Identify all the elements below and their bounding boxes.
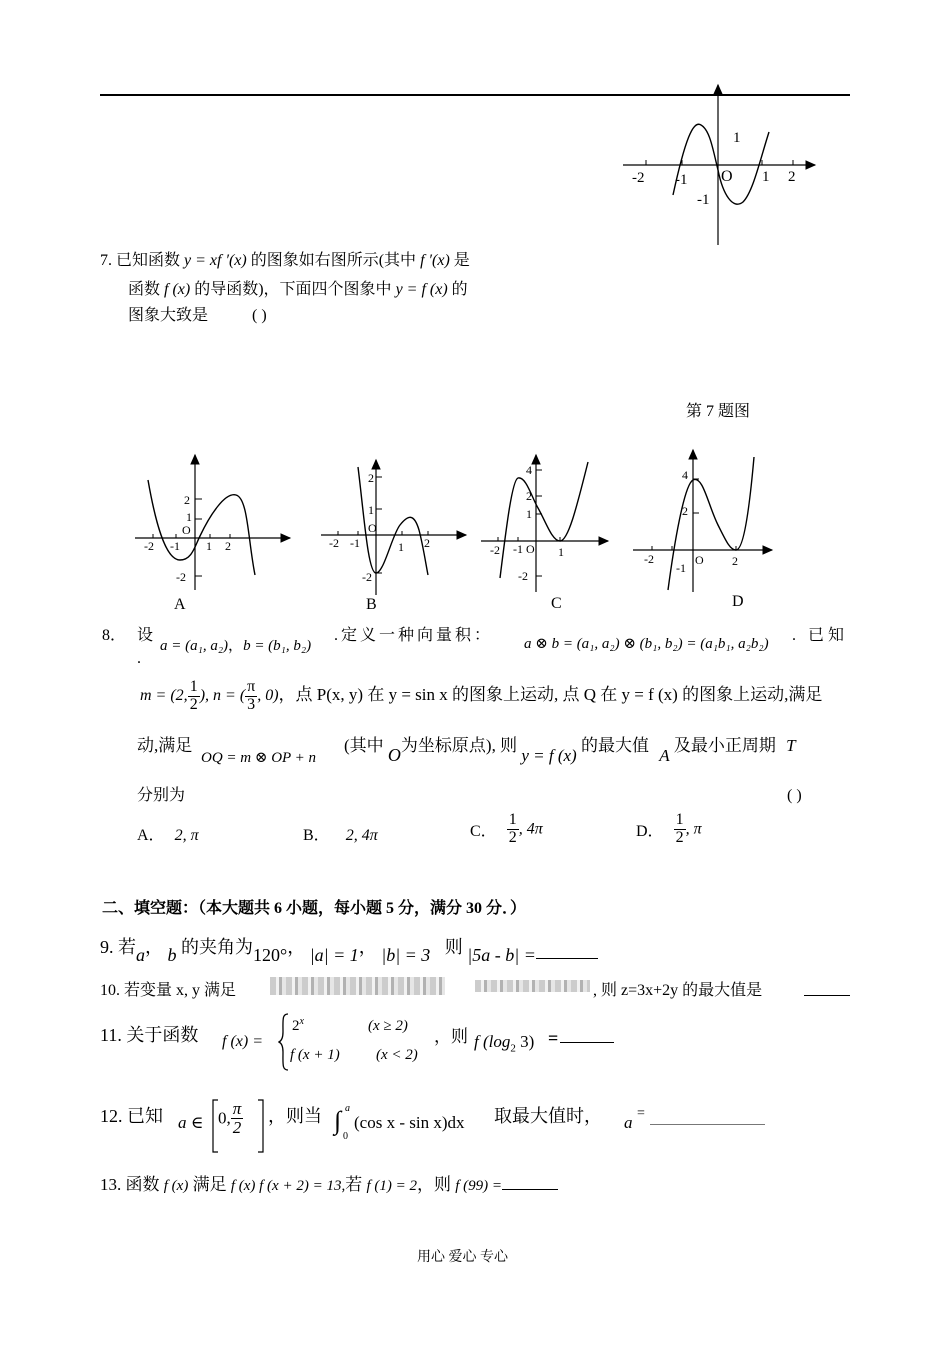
q9	[100, 932, 598, 965]
option-graph-a	[130, 450, 300, 600]
answer-blank[interactable]	[650, 1124, 765, 1125]
m-def: m = (2,	[140, 686, 188, 704]
q7-text: 的图象如右图所示(其中	[250, 252, 417, 269]
brace-icon	[278, 1012, 290, 1072]
answer-paren: ( )	[787, 787, 802, 804]
q7-line3	[128, 302, 267, 330]
section-title: 二、填空题：（本大题共 6 小题，每小题 5 分，满分 30 分．）	[102, 900, 527, 917]
q7-formula: y = xf ′(x)	[184, 252, 247, 269]
q8-line4: 分别为	[137, 787, 186, 804]
q13-formula: f (1) = 2	[366, 1178, 417, 1194]
q8-text: 的最大值	[580, 736, 649, 755]
q13-formula: f (x) f (x + 2) = 13,	[230, 1178, 346, 1194]
q8-line2	[140, 679, 822, 714]
tick-label: 1	[368, 503, 374, 517]
tick-label: 1	[186, 510, 192, 524]
abs-a: |a| = 1	[309, 945, 359, 965]
tick-label: -2	[644, 552, 654, 566]
choice-label: C．	[470, 822, 497, 840]
q9-text: 9. 若	[100, 937, 136, 957]
page-footer: 用心 爱心 专心	[417, 1250, 508, 1265]
origin-o: O	[387, 745, 401, 765]
fraction-half	[188, 679, 200, 714]
vector-a-def: a = (a₁, a₂)	[160, 638, 229, 654]
q13-formula: f (x)	[163, 1178, 189, 1194]
tick-label: 2	[368, 471, 374, 485]
tick-label: 2	[732, 554, 738, 568]
q12-eq: =	[637, 1106, 645, 1121]
q12-interval	[218, 1100, 243, 1137]
q7-line2	[128, 276, 468, 304]
fig7-label: 1	[733, 130, 741, 146]
q8-text: 及最小正周期	[673, 736, 776, 755]
integral-sign: ∫	[334, 1106, 342, 1135]
tick-label: 1	[526, 507, 532, 521]
frac-num: π	[247, 678, 256, 695]
q11-function: f (x) =	[222, 1033, 263, 1050]
fraction-pi-3	[245, 679, 257, 714]
q11-eval	[474, 1032, 534, 1054]
tick-label: 2	[184, 493, 190, 507]
q8-text: ，点 P(x, y) 在 y = sin x 的图象上运动, 点 Q 在 y = f (x) 的图象上运动,满足	[278, 684, 823, 704]
tick-label: -1	[676, 561, 686, 575]
frac-den: 2	[189, 695, 198, 713]
q7-formula: f (x)	[164, 281, 191, 298]
tick-label: O	[368, 521, 377, 535]
frac-den: 2	[232, 1117, 242, 1137]
fig7-caption: 第 7 题图	[686, 403, 751, 420]
option-graph-d	[630, 445, 780, 595]
choice-label: D．	[636, 822, 664, 840]
tick-label: O	[526, 542, 535, 556]
q7-text: 是	[453, 252, 470, 269]
q8-choice-a	[137, 822, 199, 845]
q13-text: 若	[345, 1175, 363, 1194]
tick-label: -2	[490, 543, 500, 557]
fig7-graph	[615, 80, 830, 250]
product-formula: a ⊗ b = (a₁, a₂) ⊗ (b₁, b₂) = (a₁b₁, a₂b₂)	[524, 636, 769, 652]
fraction-half	[674, 812, 686, 847]
punct: ，	[287, 937, 306, 957]
q7-text: 的	[451, 281, 468, 298]
eval-expr-end: 3)	[515, 1032, 535, 1051]
q7-text: 函数	[128, 281, 161, 298]
q11-text: ，则	[434, 1027, 468, 1046]
q12-integrand: (cos x - sin x)dx	[354, 1113, 465, 1132]
fig7-label: -2	[632, 170, 645, 186]
q8-def-text	[334, 622, 493, 650]
yfx: y = f (x)	[521, 746, 577, 765]
q7-text: 图象大致是	[128, 307, 209, 324]
frac-den: 2	[675, 828, 684, 846]
q13-text: 满足	[192, 1175, 227, 1194]
answer-paren: ( )	[252, 307, 267, 324]
fig7-label: -1	[697, 192, 710, 208]
frac-den: 2	[508, 828, 517, 846]
vec-a: a	[136, 945, 145, 965]
choice-label: B．	[303, 827, 330, 844]
tick-label: -2	[518, 569, 528, 583]
tick-label: -1	[170, 539, 180, 553]
q9-expression: |5a - b| =	[467, 945, 536, 965]
tick-label: O	[695, 553, 704, 567]
q7-line1	[100, 247, 470, 275]
q12-cond: a ∈	[178, 1113, 204, 1132]
period-t: T	[786, 736, 796, 755]
fig7-label: -1	[675, 172, 688, 188]
integral-lower: 0	[343, 1131, 348, 1142]
choice-value: 2, 4π	[345, 827, 378, 844]
tick-label: 4	[526, 463, 532, 477]
frac-num: 1	[189, 678, 198, 695]
punct: ，	[228, 638, 244, 654]
q12-text: 取最大值时，	[494, 1106, 602, 1126]
q11-eq: =	[548, 1028, 559, 1048]
answer-blank[interactable]	[536, 958, 598, 959]
q12-var: a	[624, 1113, 633, 1132]
q8-line3-mid	[344, 731, 796, 765]
tick-label: -1	[513, 542, 523, 556]
choice-value: 2, π	[174, 827, 199, 844]
option-label-c: C	[551, 595, 562, 612]
option-graph-c	[478, 450, 618, 600]
case-exponent: x	[299, 1016, 304, 1027]
n-def-end: , 0)	[257, 686, 279, 704]
log-base: 2	[510, 1042, 516, 1055]
oq-formula: OQ = m ⊗ OP + n	[201, 750, 317, 766]
q8-number: 8．	[102, 627, 127, 644]
answer-blank[interactable]	[560, 1030, 614, 1043]
case-value: 2	[292, 1018, 300, 1034]
tick-label: O	[182, 523, 191, 537]
frac-num: π	[232, 1099, 242, 1118]
q12-text: 12. 已知	[100, 1106, 163, 1126]
fig7-label: 1	[762, 169, 770, 185]
tick-label: 1	[398, 540, 404, 554]
tick-label: -2	[176, 570, 186, 584]
choice-label: A．	[137, 827, 165, 844]
q8-choice-b	[303, 822, 378, 845]
q8-choice-d	[636, 812, 702, 847]
choice-value: , π	[685, 820, 702, 838]
option-label-d: D	[732, 593, 744, 610]
q8-line3-start: 动,满足	[137, 736, 193, 755]
q8-dot: .	[137, 650, 141, 667]
frac-num: 1	[675, 811, 684, 828]
tick-label: -1	[350, 536, 360, 550]
option-label-a: A	[174, 596, 186, 613]
frac-num: 1	[508, 811, 517, 828]
angle: 120°	[253, 945, 288, 965]
tick-label: -2	[144, 539, 154, 553]
q11-case1-cond: (x ≥ 2)	[368, 1018, 408, 1034]
q13-text: ，则	[416, 1175, 451, 1194]
q11-case2-cond: (x < 2)	[376, 1047, 418, 1063]
q7-formula: y = f (x)	[395, 281, 448, 298]
tick-label: -2	[329, 536, 339, 550]
tick-label: 4	[682, 468, 688, 482]
abs-b: |b| = 3	[381, 945, 431, 965]
q8-text: (其中	[344, 736, 384, 755]
q8-choice-c	[470, 812, 543, 847]
q10-text: , 则 z=3x+2y 的最大值是	[593, 982, 763, 999]
tick-label: 2	[225, 539, 231, 553]
q8-text: 定义一种向量积：	[341, 627, 494, 644]
q13-formula: f (99) =	[455, 1178, 503, 1194]
fraction-pi-2	[231, 1100, 244, 1137]
answer-blank[interactable]	[502, 1175, 558, 1190]
fig7-label: O	[721, 168, 733, 185]
q13	[100, 1170, 558, 1195]
tick-label: 2	[424, 536, 430, 550]
answer-blank[interactable]	[804, 977, 850, 996]
q8-line1	[160, 634, 311, 655]
q11-case1	[292, 1016, 304, 1035]
fraction-half	[507, 812, 519, 847]
vector-b-def: b = (b₁, b₂)	[243, 638, 312, 654]
blurred-constraints-image	[475, 980, 590, 992]
q8-text: 为坐标原点), 则	[400, 736, 518, 755]
q7-text: 7. 已知函数	[100, 252, 181, 269]
integral-upper: a	[345, 1103, 350, 1114]
q8-text: 设	[137, 627, 154, 644]
choice-value: , 4π	[518, 820, 543, 838]
q9-text: 则	[444, 937, 463, 957]
eval-expr: f (log	[474, 1032, 511, 1051]
punct: ，	[145, 937, 163, 957]
max-value-a: A	[659, 746, 670, 765]
q7-formula: f ′(x)	[420, 252, 450, 269]
q12-text: ，则当	[268, 1106, 322, 1126]
tick-label: 2	[526, 489, 532, 503]
q13-text: 13. 函数	[100, 1175, 160, 1194]
punct: .	[334, 627, 341, 644]
interval-left: 0,	[218, 1108, 231, 1128]
vec-b: b	[167, 945, 177, 965]
frac-den: 3	[247, 695, 256, 713]
q8-known: . 已知	[792, 627, 849, 644]
q11-text: 11. 关于函数	[100, 1025, 199, 1045]
option-label-b: B	[366, 596, 377, 613]
tick-label: 2	[682, 504, 688, 518]
fig7-label: 2	[788, 169, 796, 185]
q7-text: 的导函数)，下面四个图象中	[194, 281, 392, 298]
tick-label: 1	[558, 545, 564, 559]
punct: ，	[358, 937, 377, 957]
q8-product	[524, 634, 769, 653]
tick-label: -2	[362, 570, 372, 584]
blurred-constraints-image	[270, 977, 445, 995]
q11-case2: f (x + 1)	[290, 1047, 340, 1063]
n-def: ), n = (	[199, 686, 246, 704]
tick-label: 1	[206, 539, 212, 553]
q9-text: 的夹角为	[181, 937, 253, 957]
q10-text: 10. 若变量 x, y 满足	[100, 982, 237, 999]
option-graph-b	[316, 455, 476, 600]
